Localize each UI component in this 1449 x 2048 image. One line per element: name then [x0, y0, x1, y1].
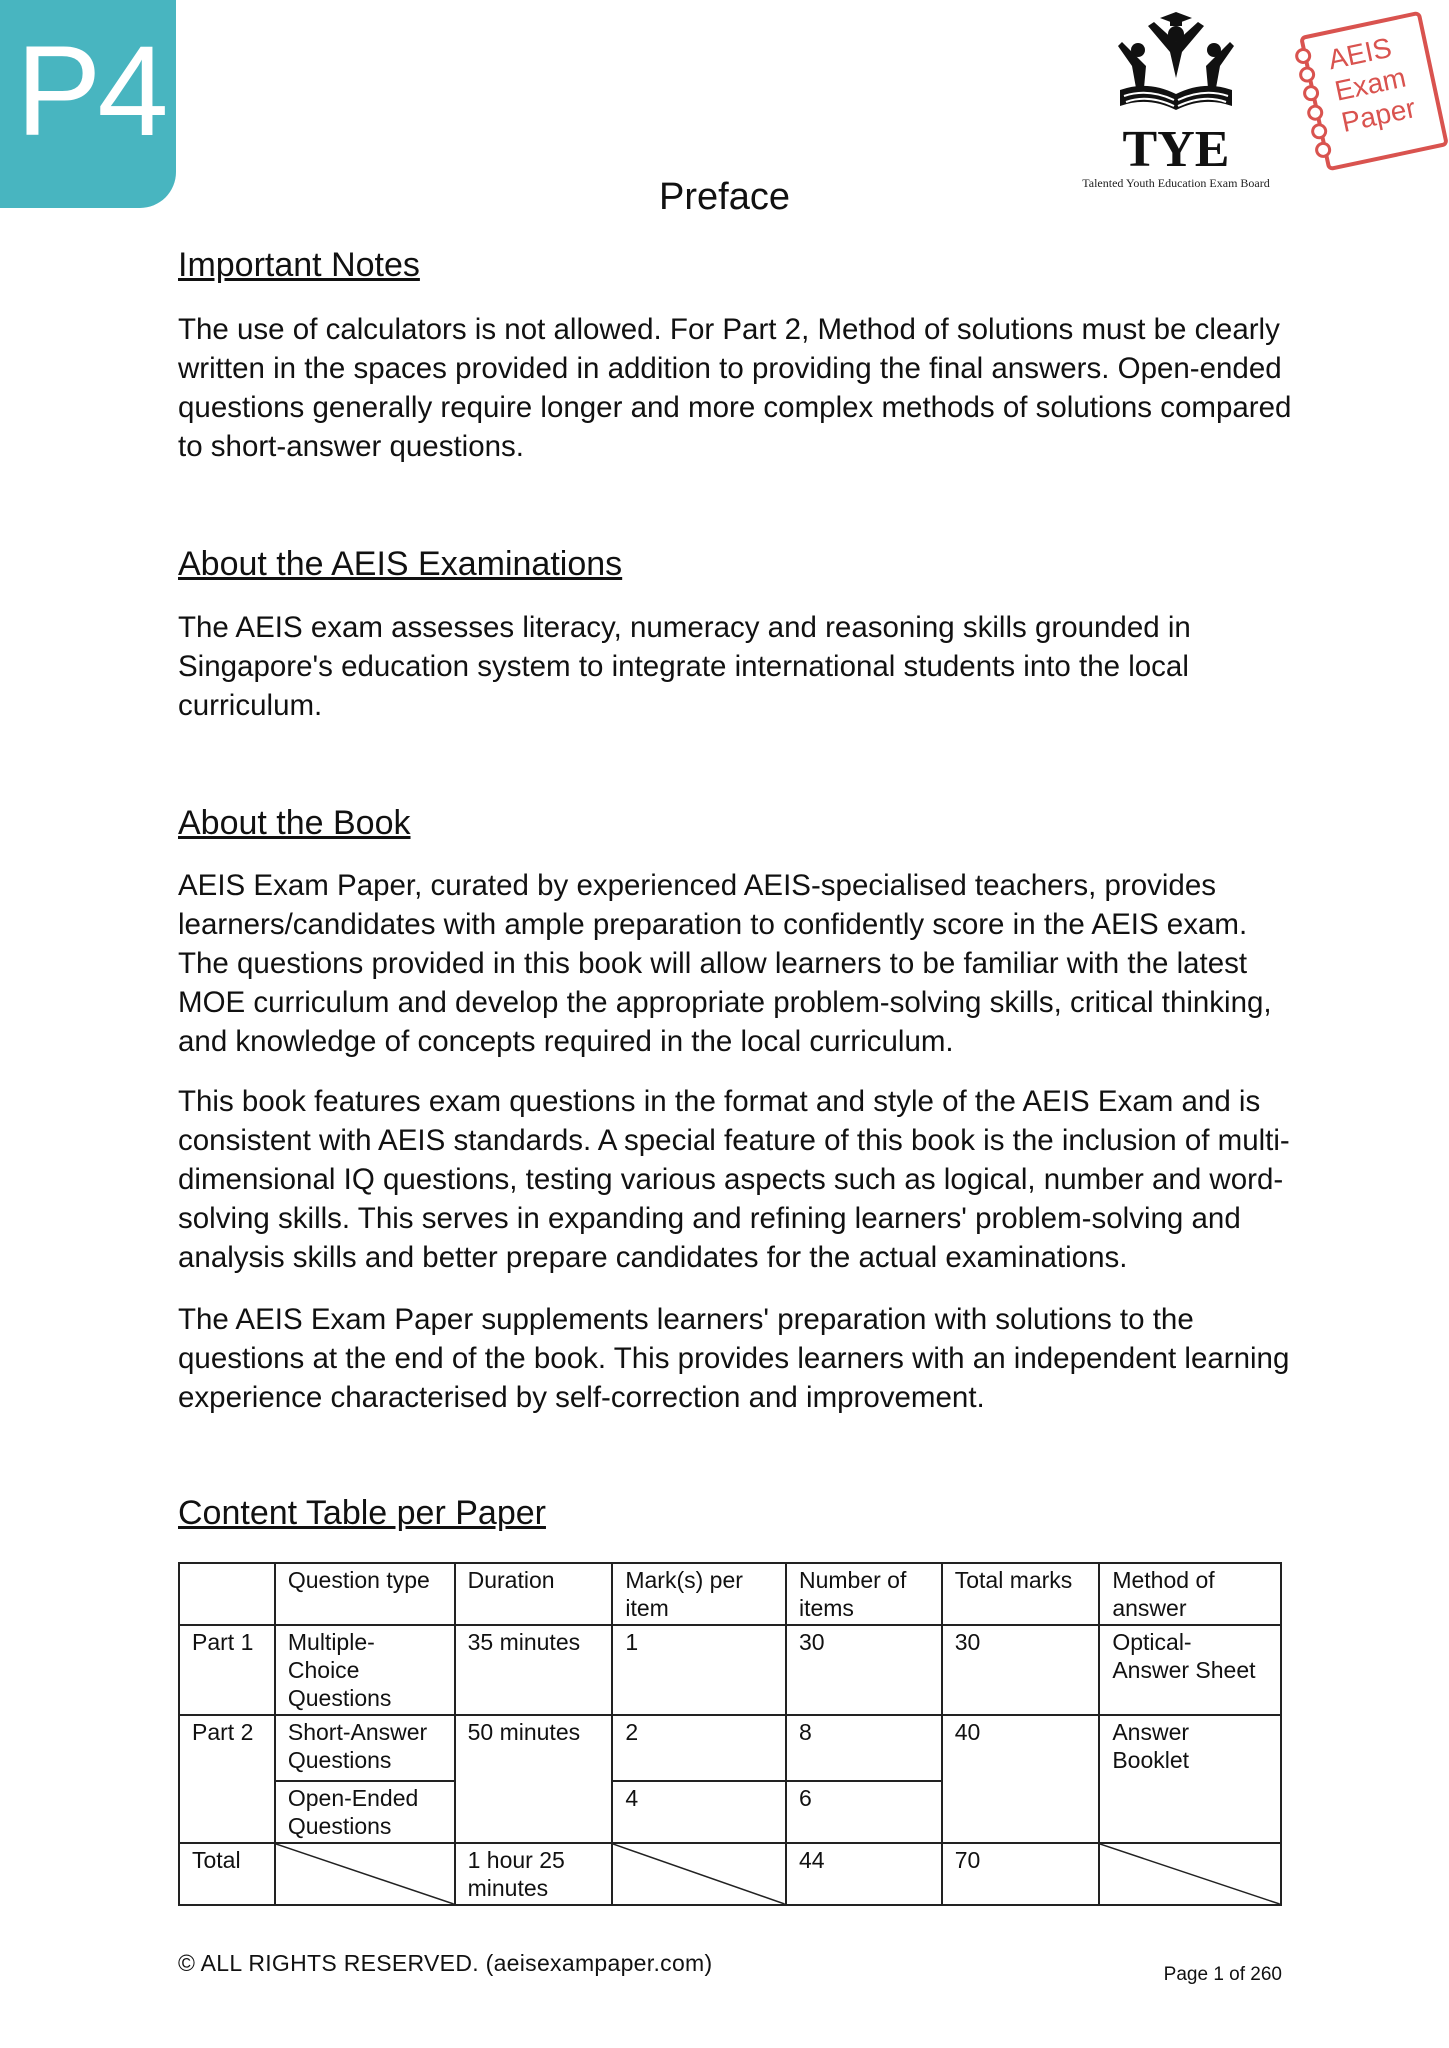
heading-about-book: About the Book: [178, 804, 411, 842]
paragraph-about-book-2: This book features exam questions in the format and style of the AEIS Exam and is consistent with AEIS standards. A special feature of this book is the inclusion of multi-dimensional IQ questions, testing various aspects such as logical, number and word-solving skills. This serves in expanding and refining learners' problem-solving and analysis skills and better prepare candidates for the actual examinations.: [178, 1085, 1290, 1274]
table-header-cell: [179, 1563, 275, 1625]
grade-badge-label: P4: [16, 20, 165, 163]
heading-content-table: Content Table per Paper: [178, 1494, 546, 1532]
table-header-cell: Method of answer: [1099, 1563, 1281, 1625]
table-cell: Multiple-Choice Questions: [275, 1625, 455, 1715]
table-header-cell: Question type: [275, 1563, 455, 1625]
table-cell: 6: [786, 1781, 942, 1843]
table-cell: 2: [612, 1715, 786, 1781]
table-cell: 40: [942, 1715, 1100, 1843]
table-cell: 35 minutes: [455, 1625, 613, 1715]
aeis-logo-line1: AEIS: [1325, 31, 1395, 76]
table-row: [179, 1715, 1281, 1781]
empty-cell-diagonal: [1099, 1843, 1281, 1905]
aeis-logo-line2: Exam: [1332, 61, 1409, 107]
aeis-exam-paper-logo: [1299, 11, 1449, 172]
table-cell: Total: [179, 1843, 275, 1905]
notebook-rings-icon: [1294, 47, 1331, 159]
table-cell: 30: [942, 1625, 1100, 1715]
table-header-cell: Duration: [455, 1563, 613, 1625]
table-header-cell: Total marks: [942, 1563, 1100, 1625]
table-cell: Part 1: [179, 1625, 275, 1715]
table-cell: 30: [786, 1625, 942, 1715]
paragraph-important-notes: The use of calculators is not allowed. For Part 2, Method of solutions must be clearly written in the spaces provided in addition to providing the final answers. Open-ended questions generally require longer and more complex methods of solutions compared to short-answer questions.: [178, 313, 1292, 463]
page-title: Preface: [659, 176, 790, 218]
table-header-row: [179, 1563, 1281, 1625]
table-cell: Part 2: [179, 1715, 275, 1843]
content-table: [178, 1562, 1282, 1906]
table-cell: 44: [786, 1843, 942, 1905]
table-cell: 8: [786, 1715, 942, 1781]
table-cell: Answer Booklet: [1099, 1715, 1281, 1843]
table-cell: Optical-Answer Sheet: [1099, 1625, 1281, 1715]
paragraph-about-book-3: The AEIS Exam Paper supplements learners' preparation with solutions to the questions at the end of the book. This provides learners with an independent learning experience characterised by self-correction and improvement.: [178, 1303, 1290, 1414]
paragraph-about-aeis: The AEIS exam assesses literacy, numeracy and reasoning skills grounded in Singapore's education system to integrate international students into the local curriculum.: [178, 611, 1191, 722]
table-cell: 4: [612, 1781, 786, 1843]
tye-emblem-icon: [1114, 8, 1238, 126]
empty-cell-diagonal: [275, 1843, 455, 1905]
table-cell: Short-Answer Questions: [275, 1715, 455, 1781]
heading-important-notes: Important Notes: [178, 246, 420, 284]
table-cell: Open-Ended Questions: [275, 1781, 455, 1843]
table-cell: 1: [612, 1625, 786, 1715]
copyright-notice: © ALL RIGHTS RESERVED. (aeisexampaper.com): [178, 1950, 713, 1976]
table-row: [179, 1625, 1281, 1715]
page-number: Page 1 of 260: [1163, 1964, 1282, 1985]
table-header-cell: Mark(s) per item: [612, 1563, 786, 1625]
aeis-logo-line3: Paper: [1338, 92, 1419, 139]
heading-about-aeis: About the AEIS Examinations: [178, 545, 623, 583]
table-cell: 70: [942, 1843, 1100, 1905]
paragraph-about-book-1: AEIS Exam Paper, curated by experienced AEIS-specialised teachers, provides learners/candidates with ample preparation to confidently score in the AEIS exam. The questions provided in this book will allow learners to be familiar with the latest MOE curriculum and develop the appropriate problem-solving skills, critical thinking, and knowledge of concepts required in the local curriculum.: [178, 869, 1272, 1058]
empty-cell-diagonal: [612, 1843, 786, 1905]
table-row: [179, 1843, 1281, 1905]
table-cell: 50 minutes: [455, 1715, 613, 1843]
table-cell: 1 hour 25 minutes: [455, 1843, 613, 1905]
tye-logo: [1074, 8, 1278, 190]
tye-tagline: Talented Youth Education Exam Board: [1082, 176, 1270, 190]
tye-wordmark: TYE: [1122, 121, 1230, 178]
table-header-cell: Number of items: [786, 1563, 942, 1625]
